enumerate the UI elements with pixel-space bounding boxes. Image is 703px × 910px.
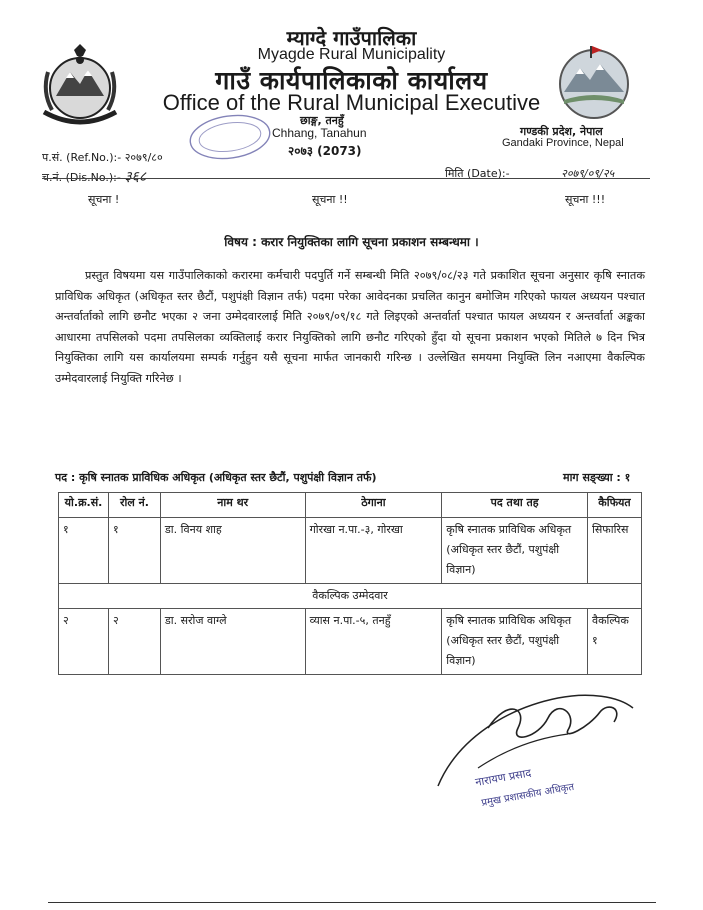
cell-roll: २: [108, 609, 160, 675]
date-value: २०७९/०९/२५: [561, 167, 615, 180]
ref-label: प.सं. (Ref.No.):-: [42, 151, 122, 164]
col-name: नाम थर: [160, 493, 305, 518]
cell-name: डा. विनय शाह: [160, 518, 305, 584]
demand-count: माग सङ्ख्या : १: [563, 471, 631, 484]
notice-left: सूचना !: [88, 193, 120, 206]
office-stamp: [186, 112, 274, 162]
col-roll: रोल नं.: [108, 493, 160, 518]
notice-right: सूचना !!!: [565, 193, 606, 206]
notice-center: सूचना !!: [312, 193, 348, 206]
cell-address: व्यास न.पा.-५, तनहुँ: [305, 609, 442, 675]
province-nepali: गण्डकी प्रदेश, नेपाल: [520, 125, 603, 138]
header-divider: [42, 178, 650, 179]
cell-post: कृषि स्नातक प्राविधिक अधिकृत (अधिकृत स्तर छैटौं, पशुपंक्षी विज्ञान): [442, 518, 588, 584]
cell-serial: १: [59, 518, 109, 584]
col-post: पद तथा तह: [442, 493, 588, 518]
address-english: Chhang, Tanahun: [272, 126, 367, 140]
signatory-title: प्रमुख प्रशासकीय अधिकृत: [480, 781, 575, 809]
col-serial: यो.क्र.सं.: [59, 493, 109, 518]
cell-post: कृषि स्नातक प्राविधिक अधिकृत (अधिकृत स्तर छैटौं, पशुपंक्षी विज्ञान): [442, 609, 588, 675]
signature: [418, 668, 648, 818]
dis-label: च.नं. (Dis.No.):-: [42, 171, 121, 184]
office-name-english: Office of the Rural Municipal Executive: [162, 90, 541, 115]
cell-remarks: सिफारिस: [587, 518, 641, 584]
table-row: [59, 518, 642, 584]
signatory-name: नारायण प्रसाद: [474, 766, 533, 789]
subject-line: विषय : करार नियुक्तिका लागि सूचना प्रकाशन सम्बन्धमा ।: [224, 235, 479, 249]
address-nepali: छाङ्ग, तनहुँ: [300, 114, 344, 127]
col-address: ठेगाना: [305, 493, 442, 518]
cell-roll: १: [108, 518, 160, 584]
ref-number: [42, 150, 163, 165]
post-title: पद : कृषि स्नातक प्राविधिक अधिकृत (अधिकृत स्तर छैटौं, पशुपंक्षी विज्ञान तर्फ): [55, 471, 377, 484]
col-remarks: कैफियत: [587, 493, 641, 518]
alternate-candidate-header: [59, 584, 642, 609]
municipality-name-nepali: म्याग्दे गाउँपालिका: [286, 26, 417, 50]
date-label: मिति (Date):-: [445, 167, 510, 180]
alternate-label: वैकल्पिक उम्मेदवार: [59, 584, 642, 609]
established-year: २०७३ (2073): [288, 144, 362, 158]
office-name-nepali: गाउँ कार्यपालिकाको कार्यालय: [215, 66, 488, 95]
province-english: Gandaki Province, Nepal: [502, 137, 624, 149]
cell-address: गोरखा न.पा.-३, गोरखा: [305, 518, 442, 584]
cell-remarks: वैकल्पिक १: [587, 609, 641, 675]
table-header-row: [59, 493, 642, 518]
municipality-name-english: Myagde Rural Municipality: [257, 46, 446, 63]
cell-serial: २: [59, 609, 109, 675]
footer-divider: [48, 902, 656, 903]
table-row: [59, 609, 642, 675]
dispatch-number: [42, 167, 146, 186]
dis-value: ३६८: [124, 169, 147, 185]
ref-value: २०७९/८०: [124, 151, 163, 164]
cell-name: डा. सरोज वाग्ले: [160, 609, 305, 675]
candidate-table: [58, 492, 642, 675]
notice-body: प्रस्तुत विषयमा यस गाउँपालिकाको करारमा कर्मचारी पदपुर्ति गर्ने सम्बन्धी मिति २०७९/०८/२३ गते प्रकाशित सूचना अनुसार कृषि स्नातक प्राविधिक अधिकृत (अधिकृत स्तर छैटौं, पशुपंक्षी विज्ञान तर्फ) पदमा परेका आवेदनका प्रचलित कानुन बमोजिम गरिएको फायल अध्ययन पश्चात अन्तर्वार्ताको लागि छनौट भएका २ जना उम्मेदवारलाई मिति २०७९/०९/१८ गते लिइएको अन्तर्वार्ता पश्चात फायल अध्ययन र अन्तर्वार्ता अङ्कका आधारमा तपसिलको पदमा तपसिलका व्यक्तिलाई करार नियुक्तिको लागि छनौट गरिएको हुँदा यो सूचना प्रकाशन भएको मितिले ७ दिन भित्र नियुक्तिका लागि यस कार्यालयमा सम्पर्क गर्नुहुन यसै सूचना मार्फत जानकारी गरिन्छ । उल्लेखित समयमा नियुक्ति लिन नआएमा वैकल्पिक उम्मेदवारलाई नियुक्ति गरिनेछ ।: [55, 269, 645, 385]
